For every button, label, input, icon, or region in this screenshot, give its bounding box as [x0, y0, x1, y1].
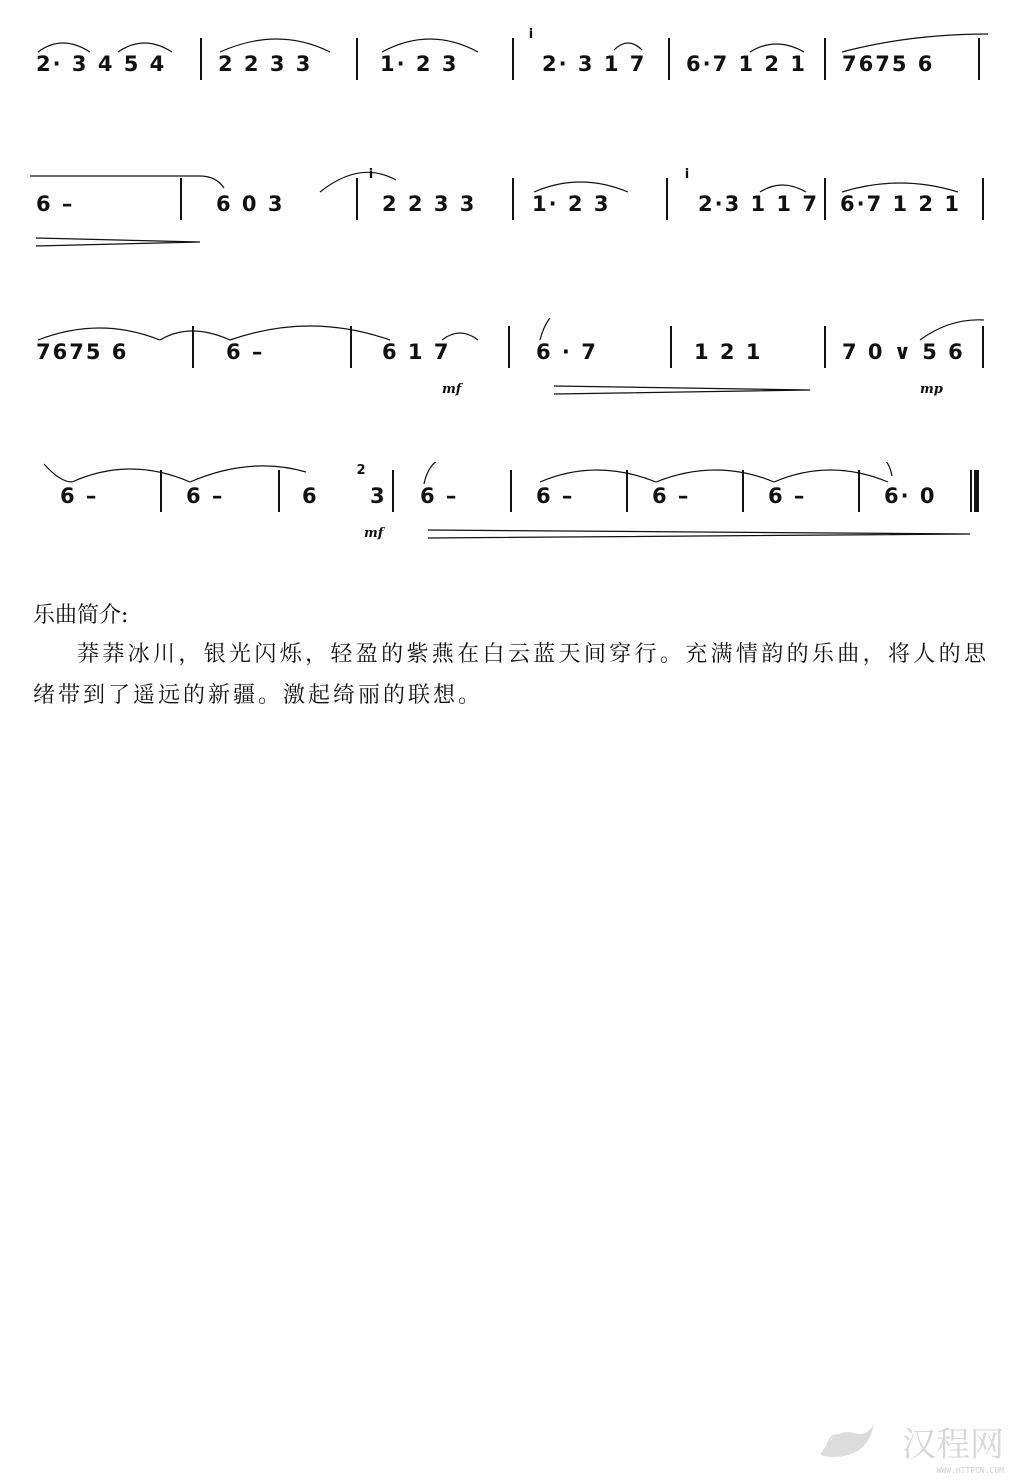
measure-notes: 6 [302, 484, 319, 508]
slurs-and-hairpin [30, 167, 990, 250]
measure-notes: 6 – [768, 484, 807, 508]
measure-notes: 2· 3 1 7 [542, 52, 647, 76]
slurs-and-hairpin [30, 462, 990, 542]
score-row-3 [30, 318, 990, 397]
measure-notes: 6 – [186, 484, 225, 508]
watermark-url: WWW.HTTPCN.COM [936, 1466, 1004, 1475]
measure-notes: 1· 2 3 [532, 192, 611, 216]
measure-notes: 6·7 1 2 1 [686, 52, 807, 76]
measure-notes: 3 [370, 484, 387, 508]
measure-notes: 2 2 3 3 [218, 52, 313, 76]
measure-notes: 6 · 7 [536, 340, 598, 364]
dynamic-mark: mp [920, 382, 943, 397]
measure-notes: 1 2 1 [694, 340, 763, 364]
measure-notes: 6 – [652, 484, 691, 508]
slurs [30, 27, 990, 90]
intro-title: 乐曲简介: [33, 603, 129, 628]
score-row-4 [30, 462, 990, 541]
swallow-logo-icon [814, 1415, 878, 1471]
grace-note: i [368, 167, 374, 182]
grace-note: i [684, 167, 690, 182]
dynamic-mark: mf [364, 526, 384, 541]
measure-notes: 6 0 3 [216, 192, 285, 216]
measure-notes: 2·3 1 1 7 [698, 192, 819, 216]
measure-notes: 6 – [420, 484, 459, 508]
measure-notes: 2· 3 4 5 4 [36, 52, 167, 76]
measure-notes: 2 2 3 3 [382, 192, 477, 216]
measure-notes: 7 0 ∨ 5 6 [842, 340, 965, 364]
measure-notes: 6 – [536, 484, 575, 508]
grace-note: 2 [356, 463, 366, 478]
music-score [0, 0, 1018, 560]
watermark-logo [814, 1413, 1004, 1475]
measure-notes: 7675 6 [842, 52, 935, 76]
measure-notes: 6 – [226, 340, 265, 364]
measure-notes: 6 – [60, 484, 99, 508]
measure-notes: 7675 6 [36, 340, 129, 364]
score-row-2 [30, 167, 990, 230]
measure-notes: 6 – [36, 192, 75, 216]
measure-notes: 1· 2 3 [380, 52, 459, 76]
score-row-1 [30, 27, 990, 90]
measure-notes: 6· 0 [884, 484, 937, 508]
dynamic-mark: mf [442, 382, 462, 397]
slurs-and-hairpin [30, 318, 990, 398]
measure-notes: 6 1 7 [382, 340, 451, 364]
intro-text: 莽莽冰川，银光闪烁，轻盈的紫燕在白云蓝天间穿行。充满情韵的乐曲，将人的思绪带到了遥远的新疆。激起绮丽的联想。 [33, 642, 989, 708]
measure-notes: 6·7 1 2 1 [840, 192, 961, 216]
watermark-text: 汉程网 [902, 1425, 1004, 1465]
grace-note: i [528, 27, 534, 42]
